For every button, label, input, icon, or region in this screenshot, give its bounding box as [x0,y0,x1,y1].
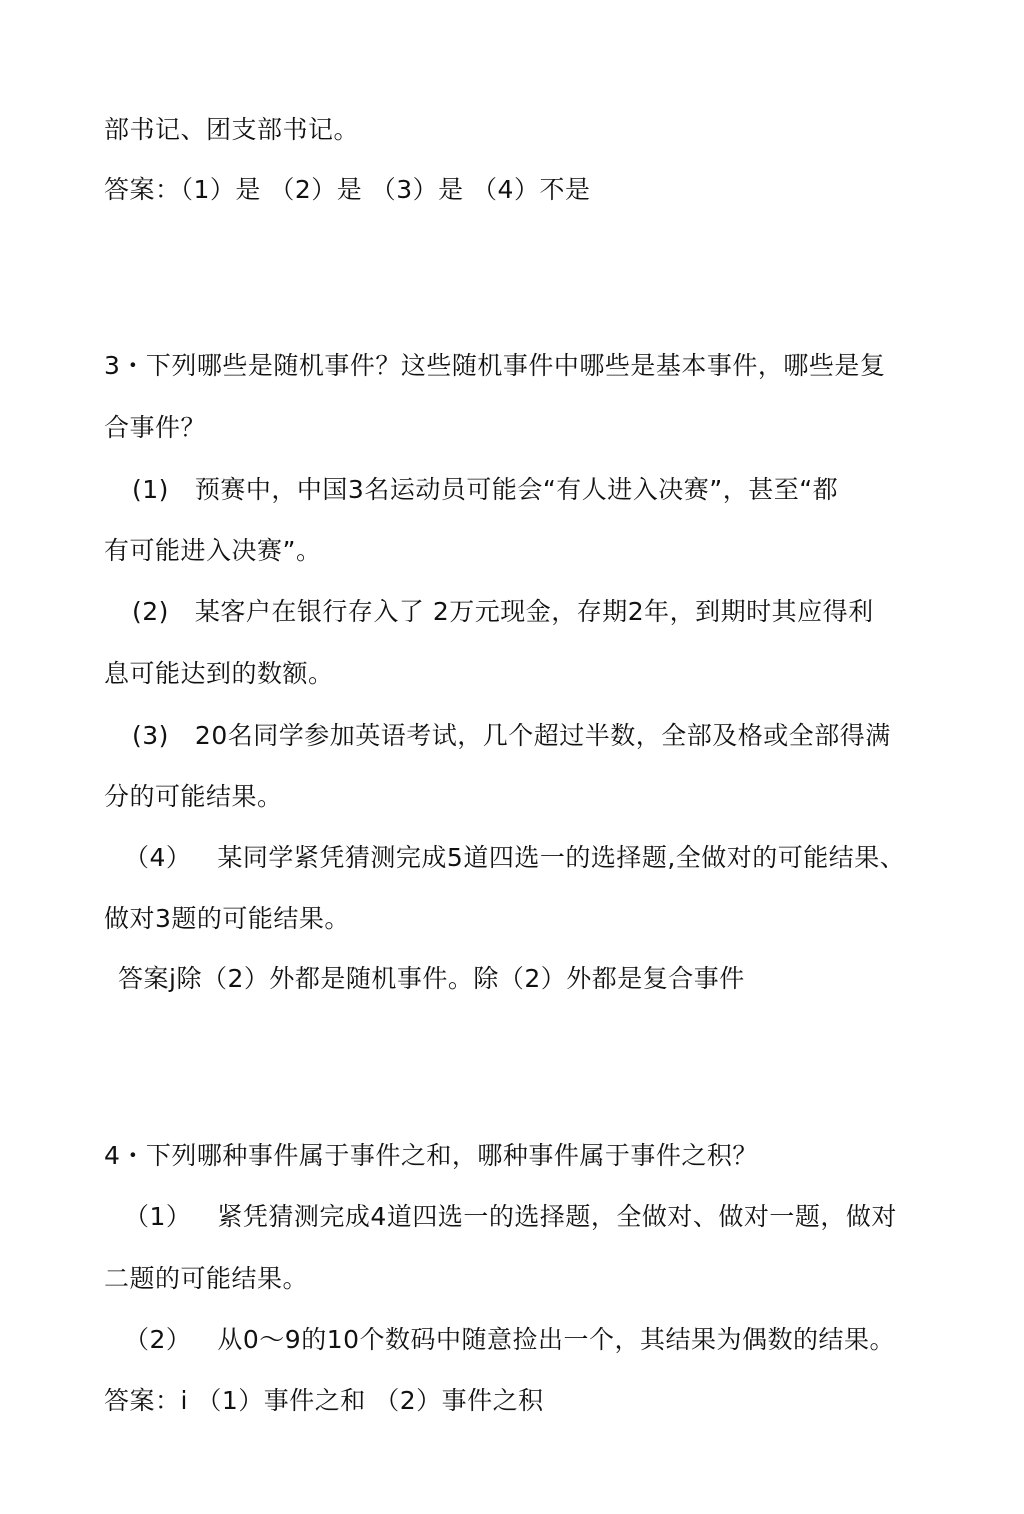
q3-item-3-number: (3) [132,721,169,750]
q4-item-2 [124,1324,895,1356]
q3-item-1-number: (1) [132,475,169,504]
previous-question-tail: 部书记、团支部书记。 [104,115,360,144]
q4-answer: 答案：i （1）事件之和 （2）事件之积 [104,1386,544,1415]
q3-answer: 答案j除（2）外都是随机事件。除（2）外都是复合事件 [118,964,745,993]
q4-item-1-number: （1） [124,1202,192,1231]
q3-item-2 [132,596,874,628]
q3-stem-line1: 3・下列哪些是随机事件？这些随机事件中哪些是基本事件，哪些是复 [104,351,886,380]
q4-item-1-text: 紧凭猜测完成4道四选一的选择题，全做对、做对一题，做对 [217,1202,897,1231]
q3-item-3-cont: 分的可能结果。 [104,782,283,811]
q3-item-2-cont: 息可能达到的数额。 [104,659,334,688]
q4-item-1-cont: 二题的可能结果。 [104,1264,309,1293]
q4-item-2-text: 从0〜9的10个数码中随意捡出一个，其结果为偶数的结果。 [217,1325,896,1354]
q3-stem-line2: 合事件？ [104,413,207,442]
q3-item-4-cont: 做对3题的可能结果。 [104,904,350,933]
previous-answer: 答案：（1）是 （2）是 （3）是 （4）不是 [104,175,591,204]
q3-item-1-cont: 有可能进入决赛”。 [104,536,322,565]
q3-item-1 [132,474,838,506]
q3-item-4-number: （4） [124,843,192,872]
q4-stem: 4・下列哪种事件属于事件之和，哪种事件属于事件之积？ [104,1141,758,1170]
q3-item-4-text: 某同学紧凭猜测完成5道四选一的选择题,全做对的可能结果、 [217,843,906,872]
q3-item-4 [124,842,905,874]
q4-item-2-number: （2） [124,1325,192,1354]
q3-item-1-text: 预赛中，中国3名运动员可能会“有人进入决赛”，甚至“都 [194,475,839,504]
q3-item-2-number: (2) [132,597,169,626]
q3-item-3 [132,720,891,752]
q4-item-1 [124,1201,897,1233]
q3-item-3-text: 20名同学参加英语考试，几个超过半数，全部及格或全部得满 [194,721,891,750]
q3-item-2-text: 某客户在银行存入了 2万元现金，存期2年，到期时其应得利 [194,597,874,626]
